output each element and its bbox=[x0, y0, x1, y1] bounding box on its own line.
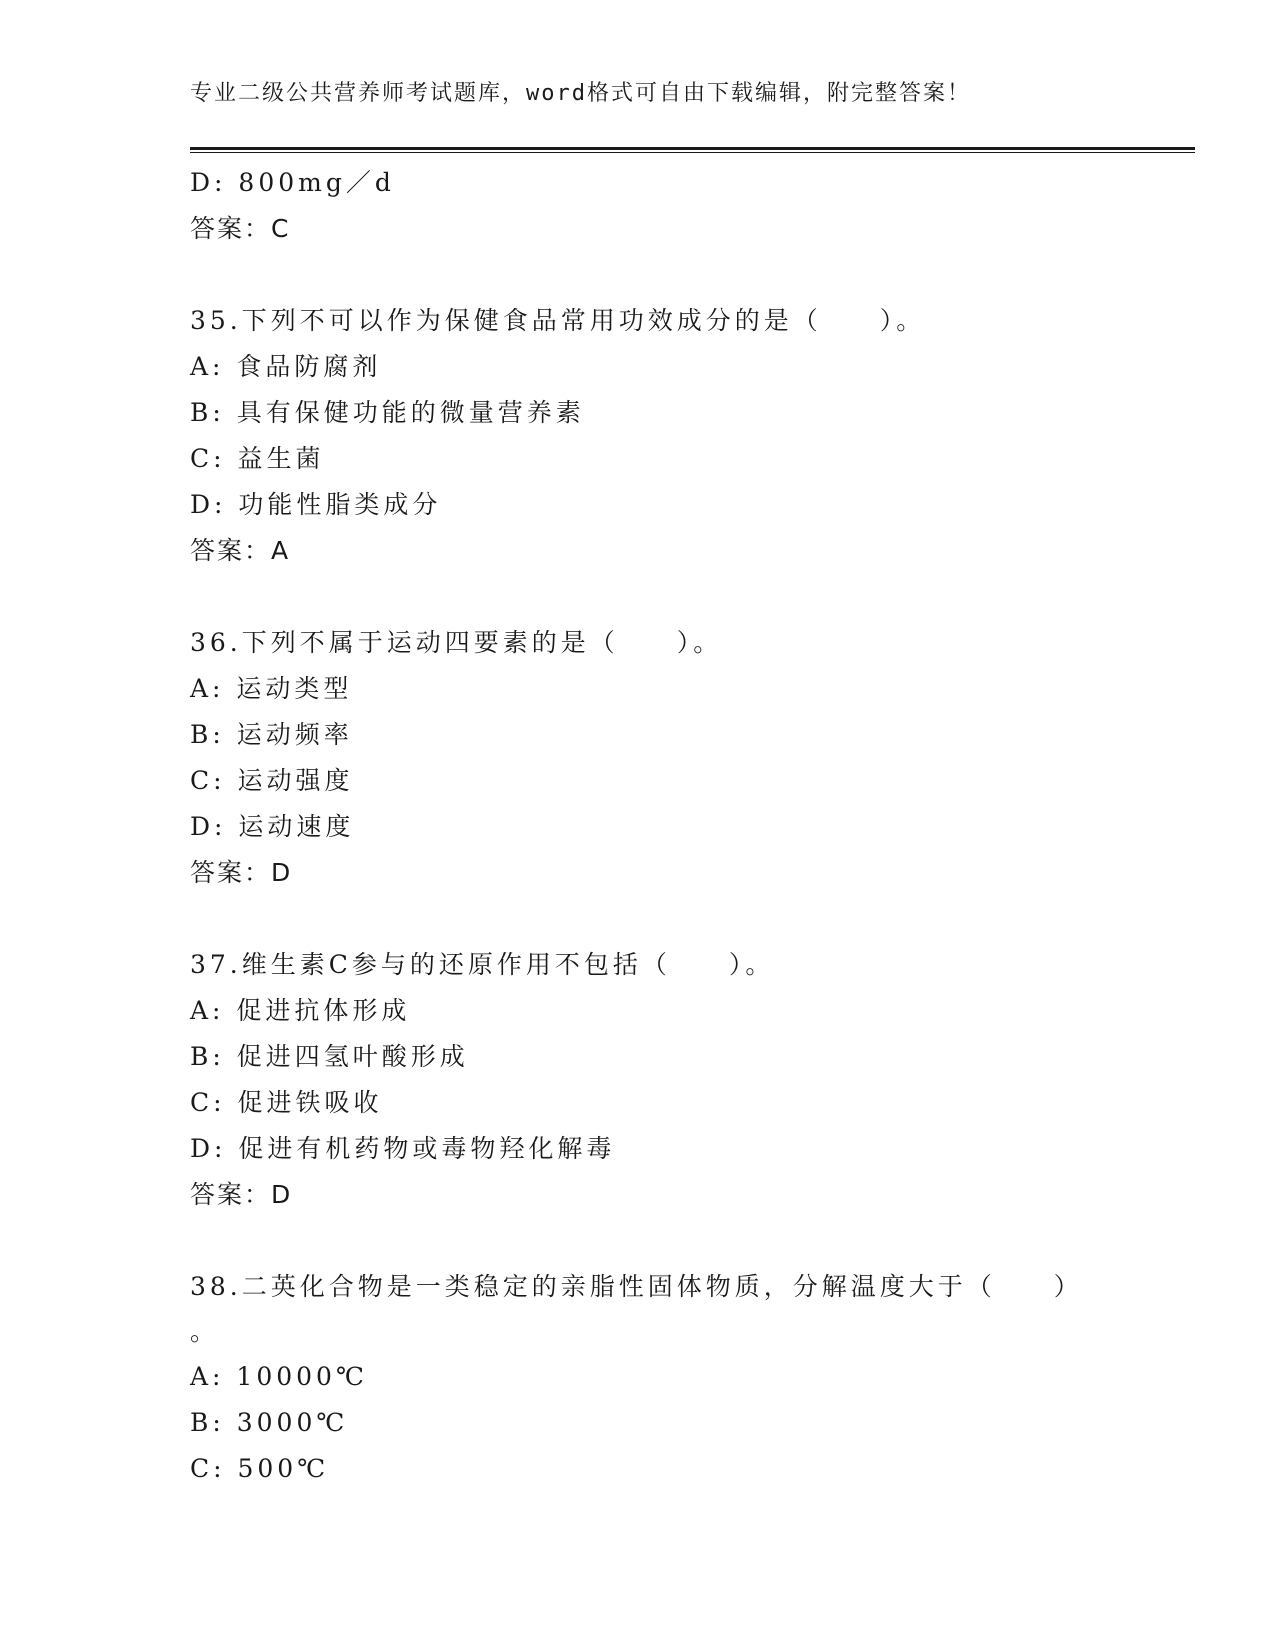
answer: 答案：D bbox=[190, 1180, 293, 1209]
question-stem-continued: 。 bbox=[190, 1317, 220, 1346]
header-divider-thick bbox=[190, 147, 1195, 150]
option-b: B: 运动频率 bbox=[190, 720, 353, 749]
question-37 bbox=[190, 942, 1090, 1218]
question-35 bbox=[190, 298, 1090, 574]
option-a: A: 促进抗体形成 bbox=[190, 996, 411, 1025]
option-b: B: 促进四氢叶酸形成 bbox=[190, 1042, 469, 1071]
option-a: A: 食品防腐剂 bbox=[190, 352, 382, 381]
option-d: D: 800mg／d bbox=[190, 168, 395, 197]
option-c: C: 500℃ bbox=[190, 1454, 330, 1483]
answer: 答案：C bbox=[190, 214, 291, 243]
answer: 答案：D bbox=[190, 858, 293, 887]
question-stem: 37.维生素C参与的还原作用不包括（ ）。 bbox=[190, 950, 775, 979]
option-c: C: 促进铁吸收 bbox=[190, 1088, 383, 1117]
option-b: B: 具有保健功能的微量营养素 bbox=[190, 398, 585, 427]
option-a: A: 10000℃ bbox=[190, 1362, 368, 1391]
header-divider-thin bbox=[190, 152, 1195, 153]
document-header: 专业二级公共营养师考试题库，word格式可自由下载编辑，附完整答案！ bbox=[190, 81, 971, 106]
option-d: D: 促进有机药物或毒物羟化解毒 bbox=[190, 1134, 616, 1163]
option-b: B: 3000℃ bbox=[190, 1408, 349, 1437]
option-c: C: 益生菌 bbox=[190, 444, 325, 473]
option-a: A: 运动类型 bbox=[190, 674, 353, 703]
question-38 bbox=[190, 1264, 1090, 1492]
question-stem: 35.下列不可以作为保健食品常用功效成分的是（ ）。 bbox=[190, 306, 926, 335]
option-d: D: 功能性脂类成分 bbox=[190, 490, 442, 519]
question-stem: 38.二英化合物是一类稳定的亲脂性固体物质，分解温度大于（ ） bbox=[190, 1272, 1083, 1301]
answer: 答案：A bbox=[190, 536, 291, 565]
question-stem: 36.下列不属于运动四要素的是（ ）。 bbox=[190, 628, 723, 657]
question-content bbox=[190, 160, 1090, 1492]
option-d: D: 运动速度 bbox=[190, 812, 355, 841]
question-36 bbox=[190, 620, 1090, 896]
option-c: C: 运动强度 bbox=[190, 766, 354, 795]
